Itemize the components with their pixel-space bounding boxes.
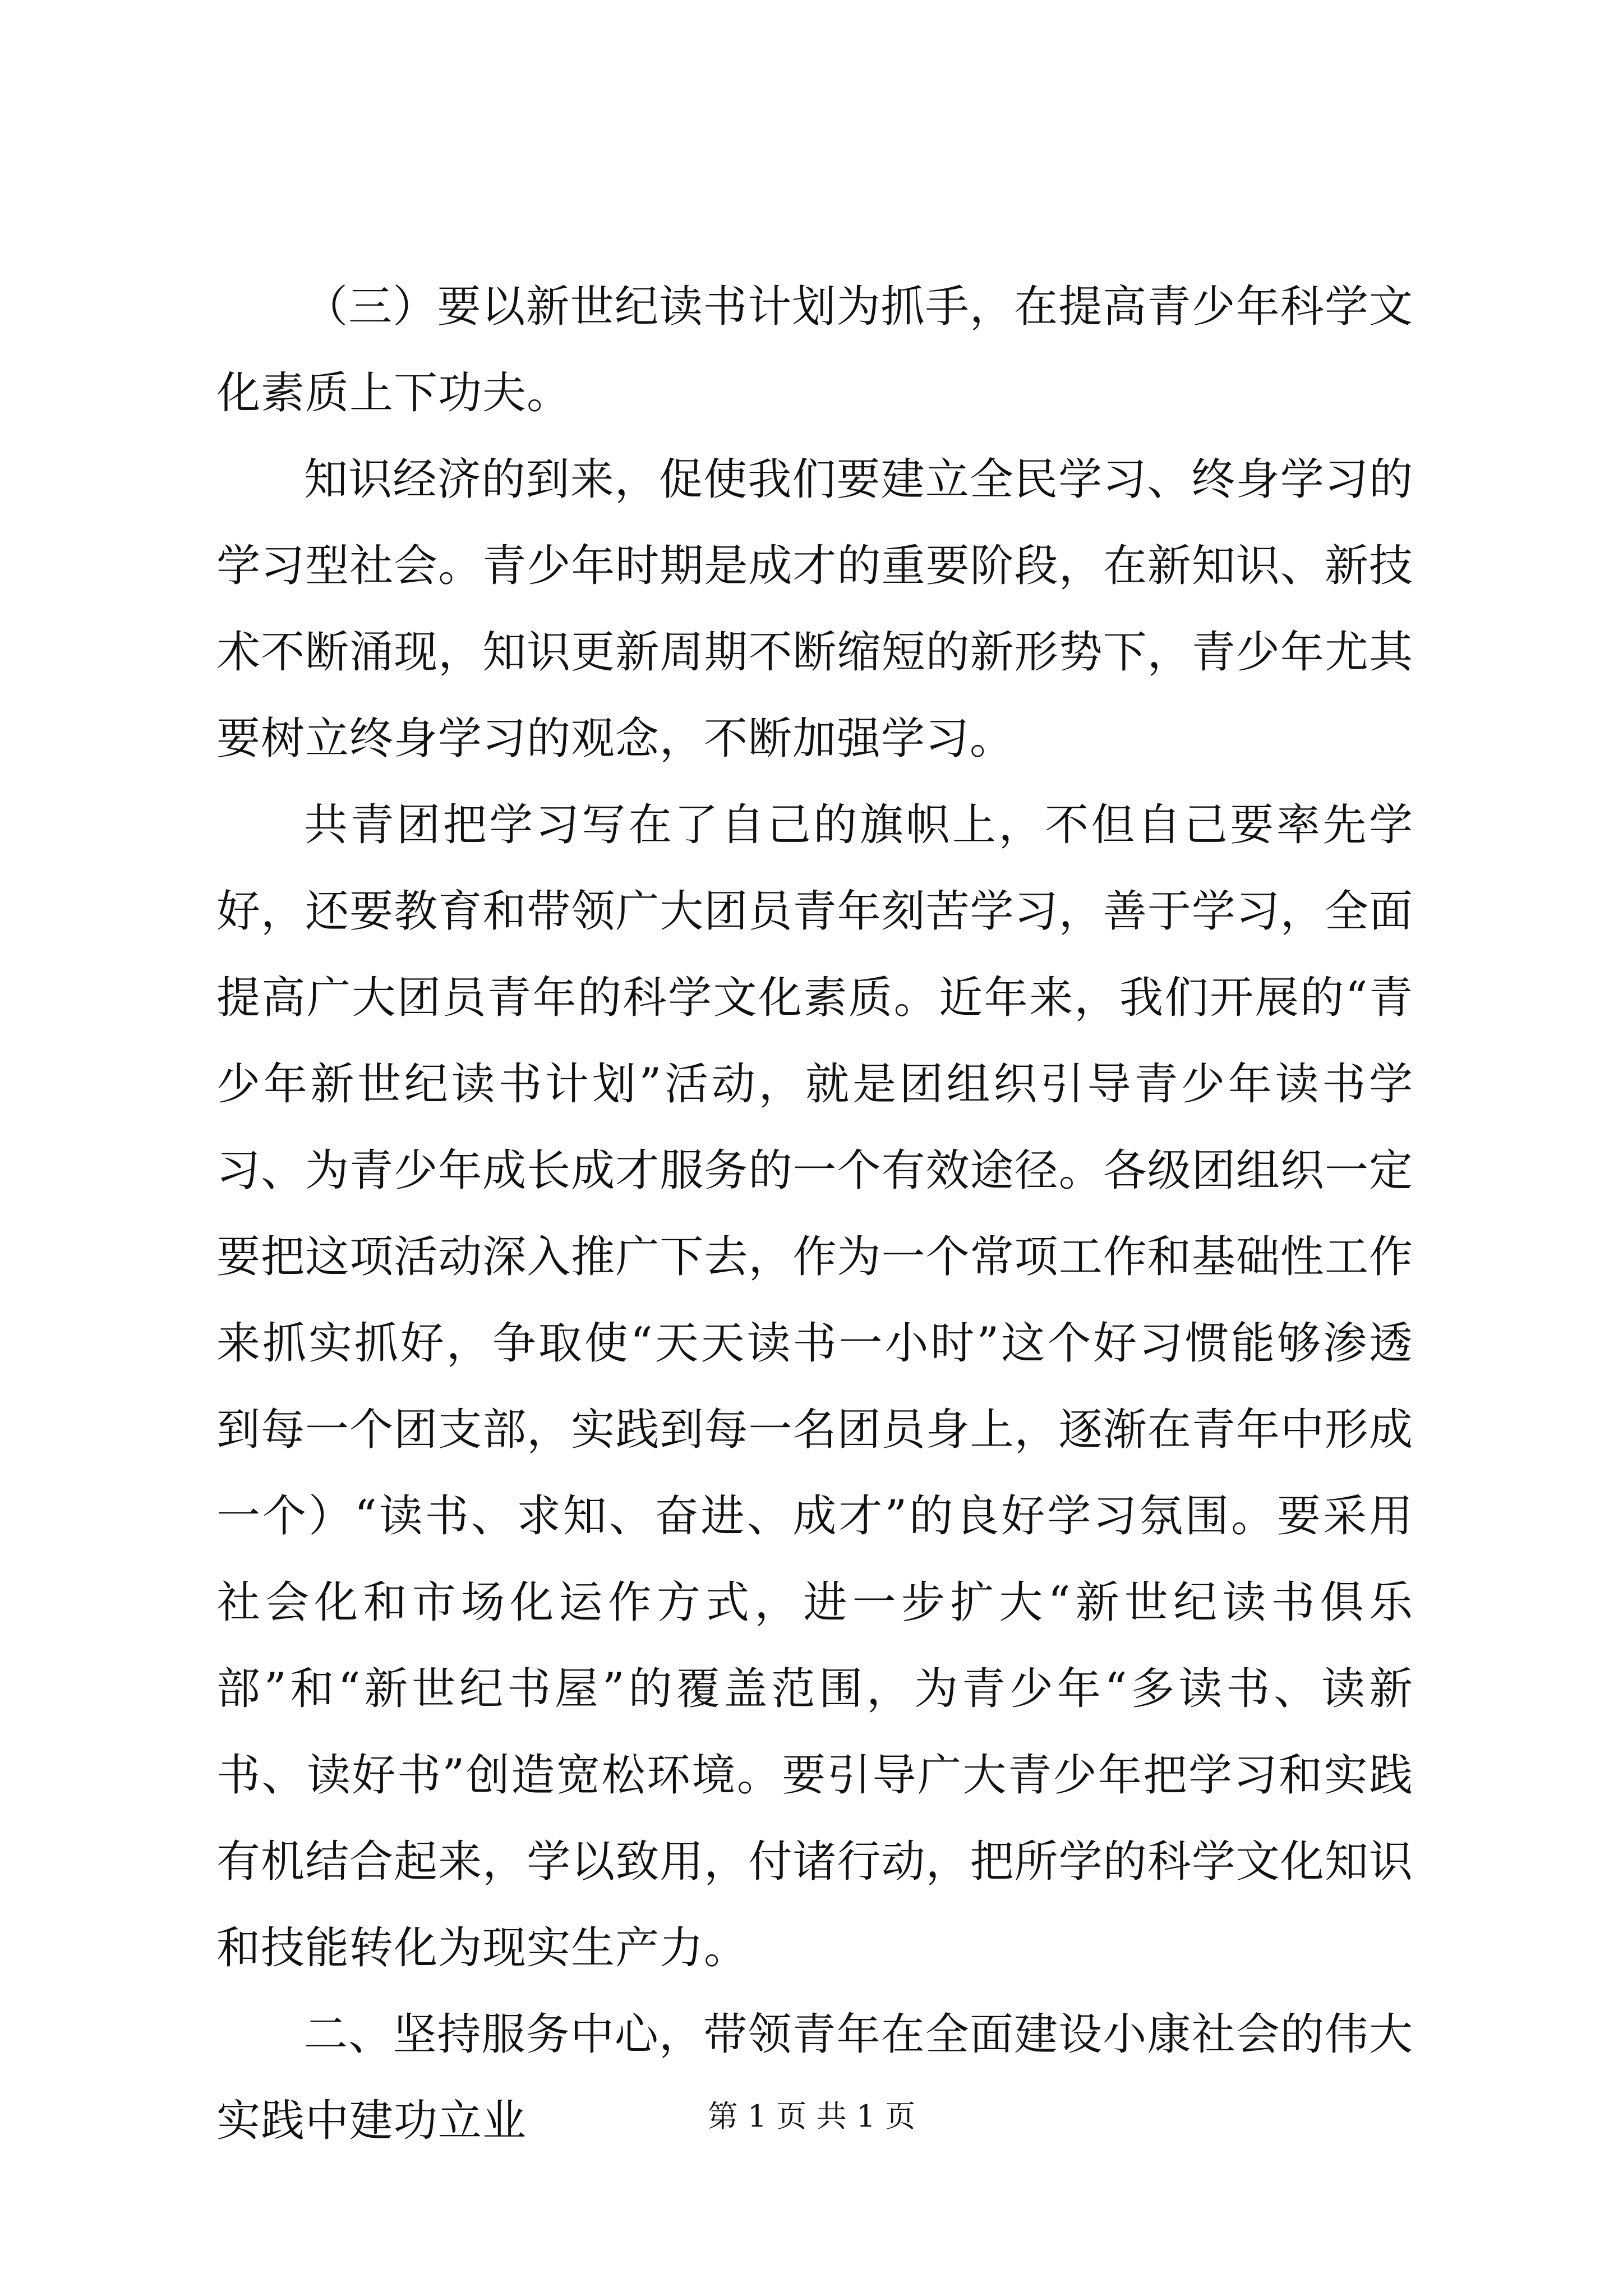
paragraph-reading-plan: 共青团把学习写在了自己的旗帜上，不但自己要率先学好，还要教育和带领广大团员青年刻苦学习，善于学习，全面提高广大团员青年的科学文化素质。近年来，我们开展的“青少年新世纪读书计划”活动，就是团组织引导青少年读书学习、为青少年成长成才服务的一个有效途径。各级团组织一定要把这项活动深入推广下去，作为一个常项工作和基础性工作来抓实抓好，争取使“天天读书一小时”这个好习惯能够渗透到每一个团支部，实践到每一名团员身上，逐渐在青年中形成一个）“读书、求知、奋进、成才”的良好学习氛围。要采用社会化和市场化运作方式，进一步扩大“新世纪读书俱乐部”和“新世纪书屋”的覆盖范围，为青少年“多读书、读新书、读好书”创造宽松环境。要引导广大青少年把学习和实践有机结合起来，学以致用，付诸行动，把所学的科学文化知识和技能转化为现实生产力。 <box>216 800 1413 1973</box>
paragraph-part-two-heading: 二、坚持服务中心，带领青年在全面建设小康社会的伟大实践中建功立业 <box>216 2009 1413 2146</box>
paragraph-knowledge-economy: 知识经济的到来，促使我们要建立全民学习、终身学习的学习型社会。青少年时期是成才的重要阶段，在新知识、新技术不断涌现，知识更新周期不断缩短的新形势下，青少年尤其要树立终身学习的观念，不断加强学习。 <box>216 454 1413 764</box>
document-body <box>216 264 1413 2164</box>
paragraph-section-heading: （三）要以新世纪读书计划为抓手，在提高青少年科学文化素质上下功夫。 <box>216 282 1413 418</box>
page-number-footer: 第 1 页 共 1 页 <box>707 2099 916 2134</box>
